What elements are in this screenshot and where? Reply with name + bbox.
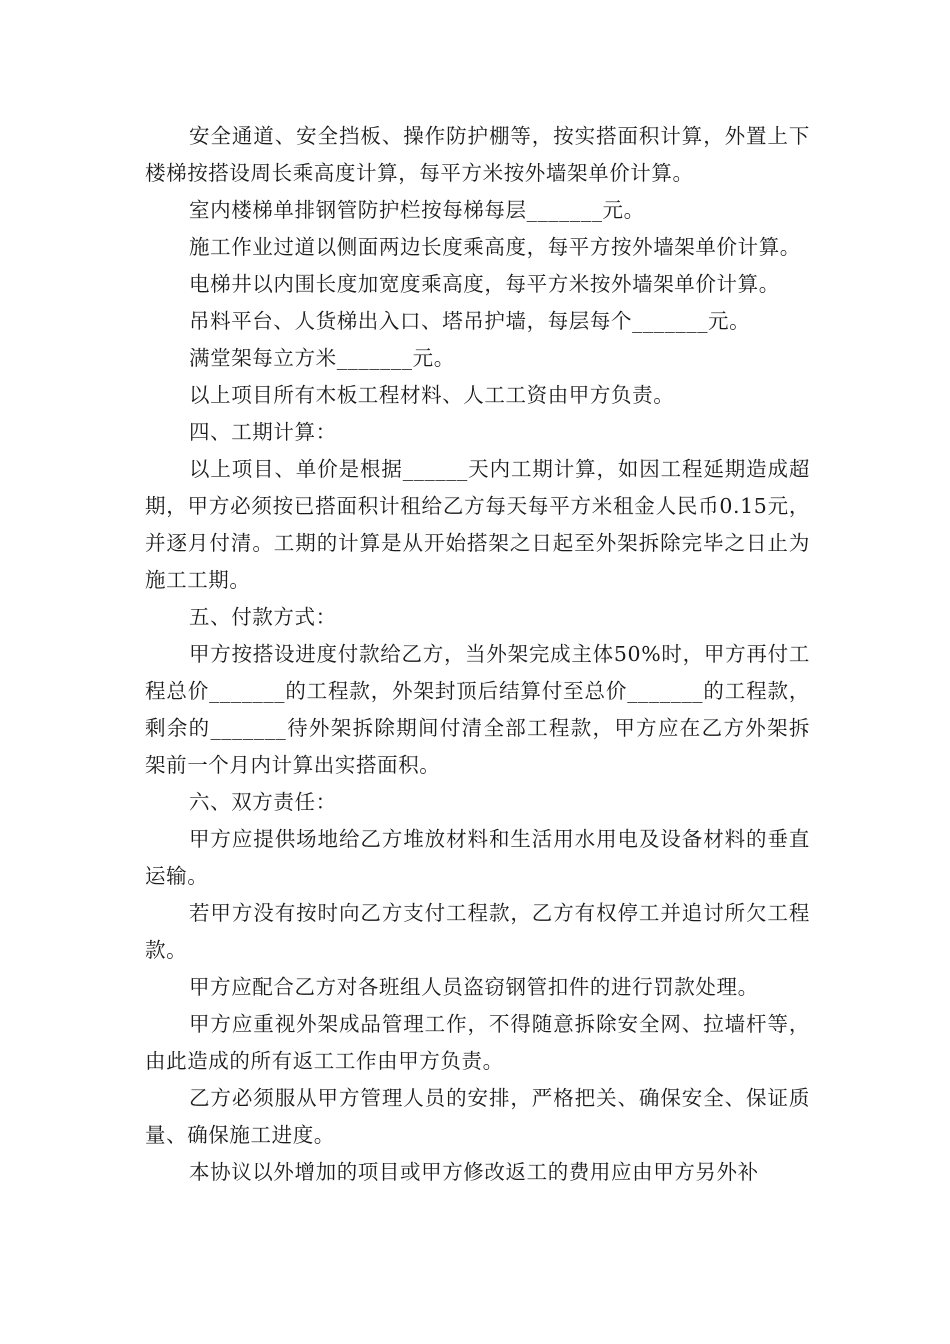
document-body bbox=[145, 118, 810, 1191]
section-heading-payment: 五、付款方式： bbox=[189, 605, 337, 629]
paragraph-indoor-stair-railing: 室内楼梯单排钢管防护栏按每梯每层_______元。 bbox=[189, 198, 645, 222]
paragraph-scaffold-management: 甲方应重视外架成品管理工作，不得随意拆除安全网、拉墙杆等，由此造成的所有返工工作由甲方负责。 bbox=[145, 1012, 810, 1073]
paragraph-schedule-terms: 以上项目、单价是根据______天内工期计算，如因工程延期造成超期，甲方必须按已搭面积计租给乙方每天每平方米租金人民币0.15元，并逐月付清。工期的计算是从开始搭架之日起至外架拆除完毕之日止为施工工期。 bbox=[145, 457, 810, 592]
paragraph-payment-default: 若甲方没有按时向乙方支付工程款，乙方有权停工并追讨所欠工程款。 bbox=[145, 901, 810, 962]
section-heading-responsibilities: 六、双方责任： bbox=[189, 790, 337, 814]
paragraph-work-passage: 施工作业过道以侧面两边长度乘高度，每平方按外墙架单价计算。 bbox=[189, 235, 801, 259]
paragraph-payment-terms: 甲方按搭设进度付款给乙方，当外架完成主体50%时，甲方再付工程总价_______的工程款，外架封顶后结算付至总价_______的工程款，剩余的_______待外架拆除期间付清全部工程款，甲方应在乙方外架拆架前一个月内计算出实搭面积。 bbox=[145, 642, 810, 777]
paragraph-theft-penalty: 甲方应配合乙方对各班组人员盗窃钢管扣件的进行罚款处理。 bbox=[189, 975, 759, 999]
paragraph-material-responsibility: 以上项目所有木板工程材料、人工工资由甲方负责。 bbox=[189, 383, 675, 407]
paragraph-party-b-obligations: 乙方必须服从甲方管理人员的安排，严格把关、确保安全、保证质量、确保施工进度。 bbox=[145, 1086, 810, 1147]
paragraph-full-scaffold: 满堂架每立方米_______元。 bbox=[189, 346, 455, 370]
paragraph-additional-items: 本协议以外增加的项目或甲方修改返工的费用应由甲方另外补 bbox=[189, 1160, 759, 1184]
paragraph-lifting-platform: 吊料平台、人货梯出入口、塔吊护墙，每层每个_______元。 bbox=[189, 309, 751, 333]
section-heading-schedule: 四、工期计算： bbox=[189, 420, 337, 444]
paragraph-site-provision: 甲方应提供场地给乙方堆放材料和生活用水用电及设备材料的垂直运输。 bbox=[145, 827, 810, 888]
paragraph-elevator-shaft: 电梯井以内围长度加宽度乘高度，每平方米按外墙架单价计算。 bbox=[189, 272, 780, 296]
paragraph-safety-passage: 安全通道、安全挡板、操作防护棚等，按实搭面积计算，外置上下楼梯按搭设周长乘高度计算，每平方米按外墙架单价计算。 bbox=[145, 124, 810, 185]
